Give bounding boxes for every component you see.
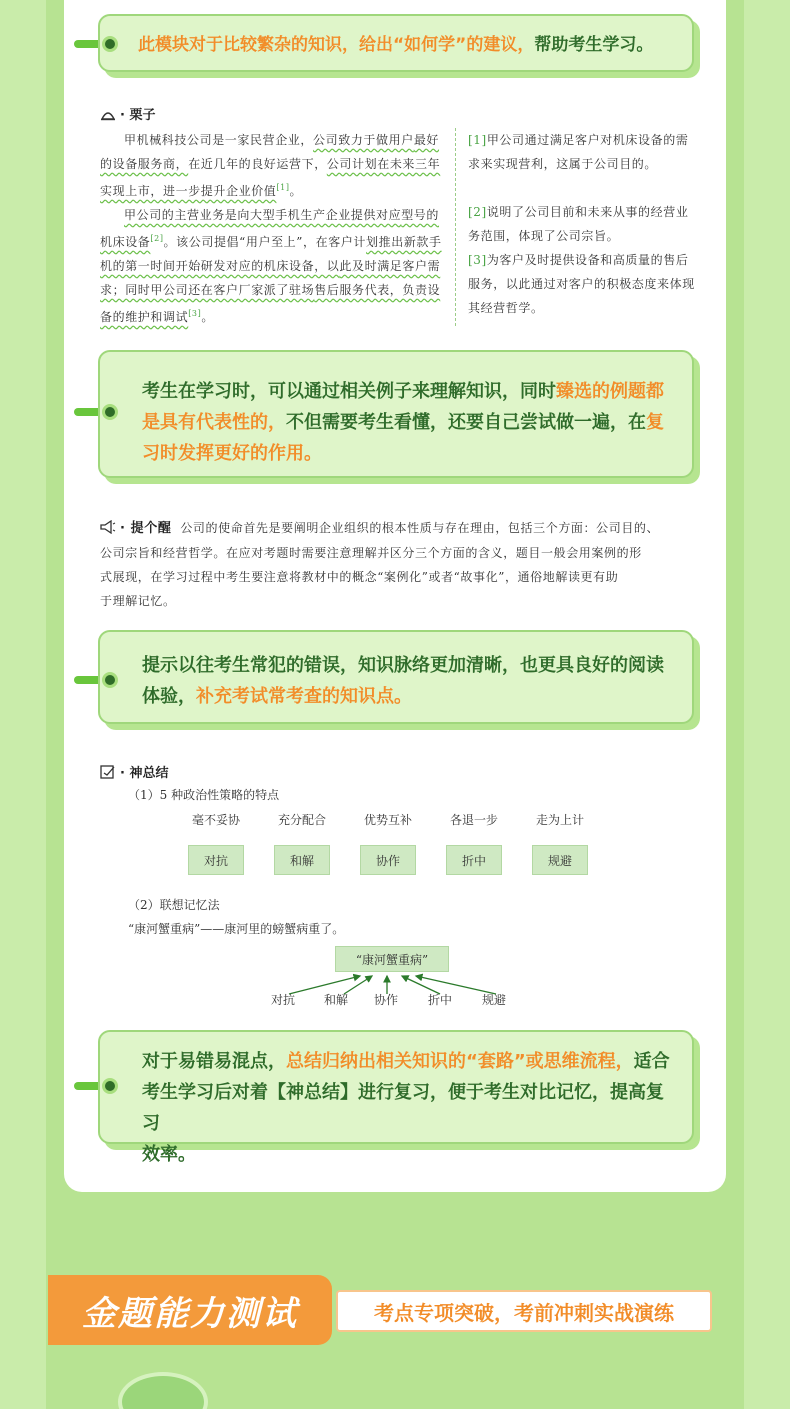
reminder-heading: · 提个醒 (120, 521, 172, 536)
summary-item-2: （2）联想记忆法 (128, 898, 220, 912)
callout-summary: 对于易错易混点，总结归纳出相关知识的“套路”或思维流程，适合 考生学习后对着【神总结】进行复习，便于考生对比记忆，提高复习 效率。 (98, 1030, 694, 1144)
pin-dot-icon (102, 36, 118, 52)
pin-dot-icon (102, 672, 118, 688)
example-notes (455, 128, 700, 326)
strategy-box: 和解 (274, 845, 330, 875)
callout-examples: 考生在学习时，可以通过相关例子来理解知识，同时臻选的例题都是具有代表性的，不但需要考生看懂，还要自己尝试做一遍，在复习时发挥更好的作用。 (98, 350, 694, 478)
footer-subtitle: 考点专项突破，考前冲刺实战演练 (336, 1290, 712, 1332)
note-item: [1]甲公司通过满足客户对机床设备的需求来实现营利，这属于公司目的。 (468, 133, 689, 171)
pin-dot-icon (102, 1078, 118, 1094)
mnemonic-text: “康河蟹重病”——康河里的螃蟹病重了。 (128, 922, 345, 936)
mnemonic-word: 折中 (428, 993, 453, 1007)
example-body: 甲机械科技公司是一家民营企业，公司致力于做用户最好的设备服务商，在近几年的良好运营下，公司计划在未来三年实现上市，进一步提升企业价值[1]。 甲公司的主营业务是向大型手机生产企业提供对应型号的机床设备[2]。该公司提倡“用户至上”，在客户计划推出新款手机的第一时间开始研发对应的机床设备，以此及时满足客户需求；同时甲公司还在客户厂家派了驻场售后服务代表，负责设备的维护和调试[3]。 (100, 133, 442, 324)
chestnut-icon (100, 107, 116, 121)
callout-text: 帮助考生学习。 (534, 35, 654, 55)
mnemonic-center: “康河蟹重病” (335, 946, 449, 972)
callout-how-to-learn (98, 14, 694, 72)
summary-heading: · 神总结 (100, 762, 168, 781)
mnemonic-word: 规避 (482, 993, 507, 1007)
strategy-box: 折中 (446, 845, 502, 875)
mnemonic-word: 协作 (374, 993, 399, 1007)
mnemonic-word: 和解 (324, 993, 349, 1007)
strategy-label: 充分配合 (277, 813, 326, 827)
mnemonic-word: 对抗 (271, 993, 296, 1007)
callout-tips: 提示以往考生常犯的错误，知识脉络更加清晰，也更具良好的阅读 体验，补充考试常考查的知识点。 (98, 630, 694, 724)
note-item: [2]说明了公司目前和未来从事的经营业务范围，体现了公司宗旨。 (468, 205, 689, 243)
strategy-box: 对抗 (188, 845, 244, 875)
callout-text: 此模块对于比较繁杂的知识，给出“如何学”的建议， (138, 35, 535, 55)
strategy-label: 优势互补 (363, 813, 412, 827)
example-heading: · 栗子 (100, 104, 155, 123)
note-item: [3]为客户及时提供设备和高质量的售后服务，以此通过对客户的积极态度来体现其经营哲学。 (468, 253, 695, 315)
reminder-body: · 提个醒 公司的使命首先是要阐明企业组织的根本性质与存在理由，包括三个方面：公司目的、 公司宗旨和经营哲学。在应对考题时需要注意理解并区分三个方面的含义，题目一般会用案例的形 式展现，在学习过程中考生要注意将教材中的概念“案例化”或者“故事化”，通俗地解读更有助 于理解记忆。 (100, 521, 660, 608)
strategy-label: 各退一步 (449, 813, 498, 827)
strategy-label: 走为上计 (535, 813, 584, 827)
strategy-label: 毫不妥协 (191, 813, 240, 827)
strategy-box: 规避 (532, 845, 588, 875)
summary-item-1: （1）5 种政治性策略的特点 (128, 788, 280, 802)
strategy-box: 协作 (360, 845, 416, 875)
footer-title: 金题能力测试 (48, 1275, 332, 1345)
notepad-icon (100, 765, 116, 779)
pin-dot-icon (102, 404, 118, 420)
megaphone-icon (100, 520, 116, 534)
